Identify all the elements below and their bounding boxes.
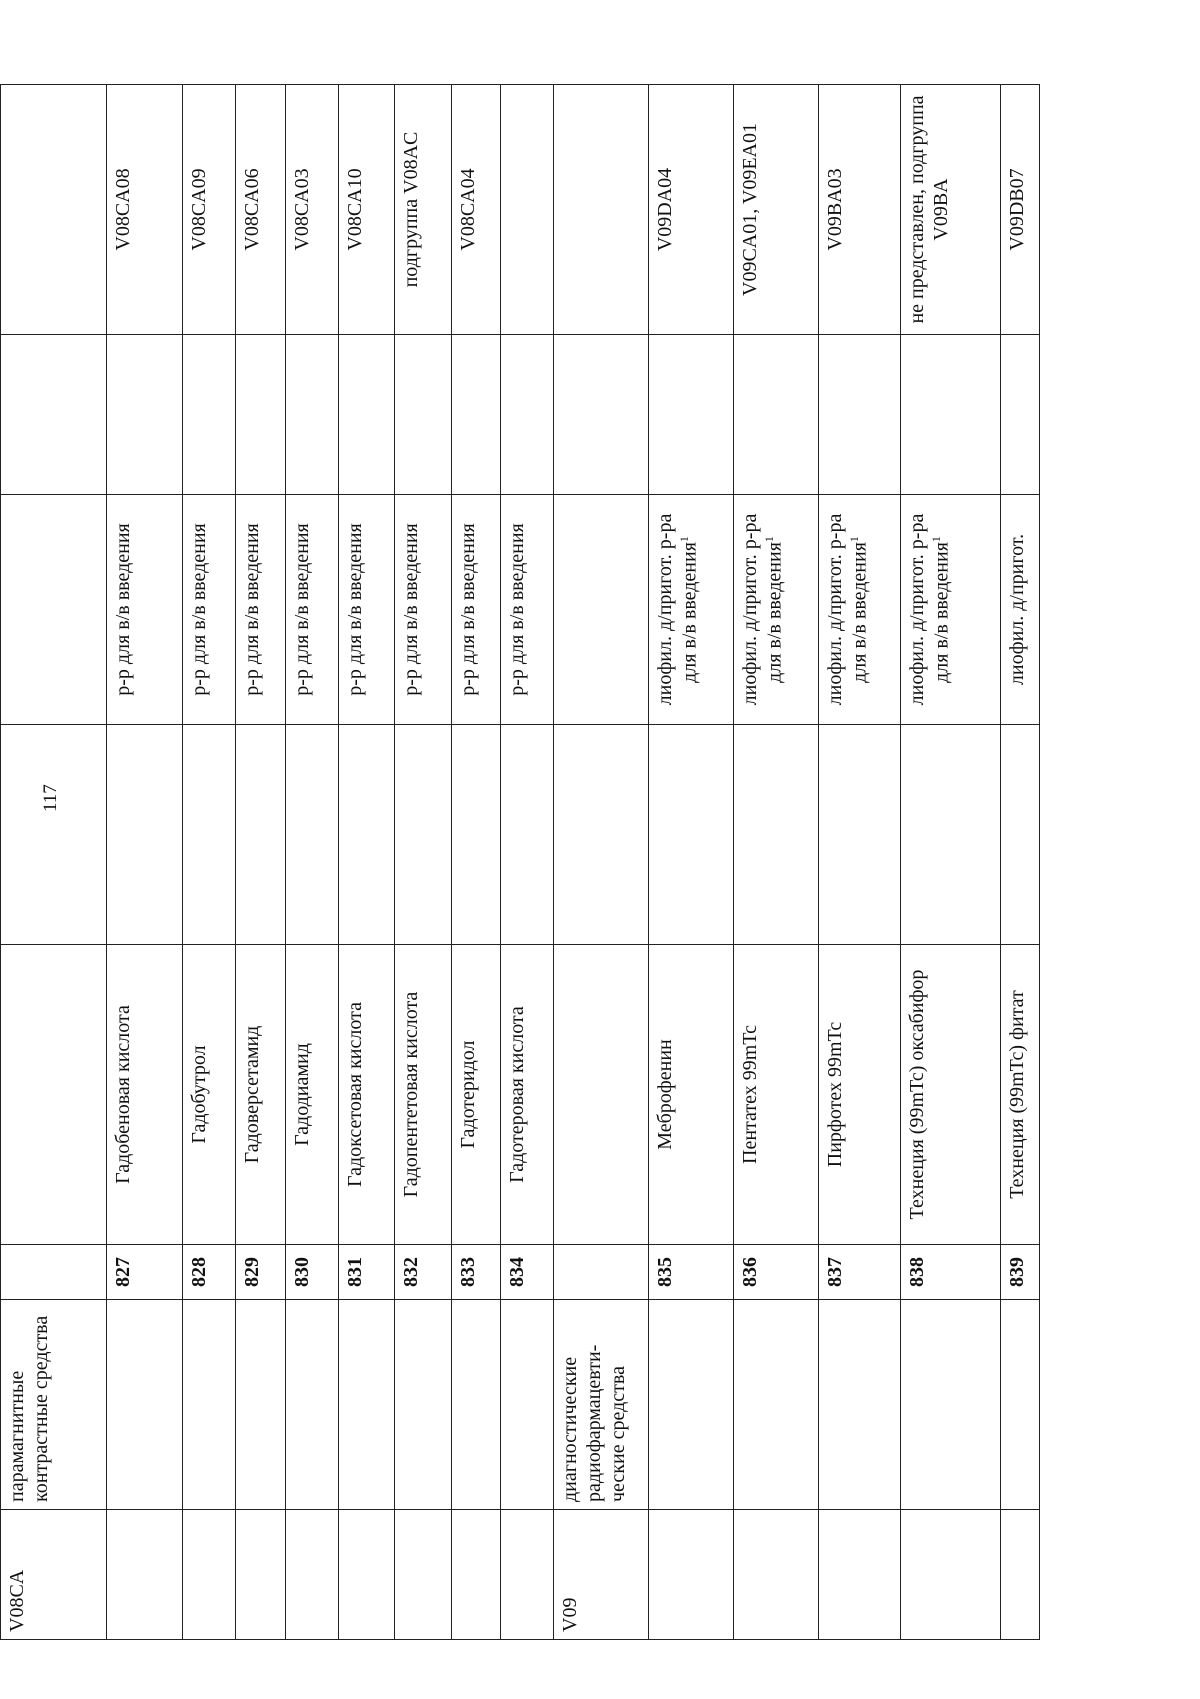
atc-group-code-cell	[1001, 1510, 1040, 1640]
row-number-text: 827	[111, 1257, 134, 1287]
group-name-cell	[106, 1300, 182, 1510]
atc-group-code-cell	[649, 1510, 734, 1640]
dosage-form-text: лиофил. д/пригот. р-ра для в/в введения	[823, 513, 871, 706]
dosage-form-text: р-р для в/в введения	[343, 523, 366, 696]
row-number-cell	[649, 1245, 734, 1300]
table-row	[338, 85, 394, 1640]
row-number-text: 828	[188, 1257, 211, 1287]
row-number-cell	[285, 1245, 338, 1300]
drug-name-text: Гадодиамид	[290, 1043, 313, 1146]
dosage-form-cell	[1001, 495, 1040, 725]
drug-name-cell	[451, 945, 500, 1245]
atc-code-text: V09CA01, V09EA01	[738, 123, 761, 296]
empty-cell	[183, 725, 236, 945]
empty-cell	[818, 335, 900, 495]
row-number-cell	[500, 1245, 553, 1300]
empty-cell	[338, 335, 394, 495]
empty-cell	[1, 335, 107, 495]
group-name-cell	[500, 1300, 553, 1510]
empty-cell	[338, 725, 394, 945]
row-number-text: 836	[738, 1257, 761, 1287]
row-number-text: 835	[654, 1257, 677, 1287]
empty-cell	[733, 335, 818, 495]
empty-cell	[1001, 725, 1040, 945]
atc-group-code-cell	[338, 1510, 394, 1640]
table-row	[395, 85, 451, 1640]
table-row	[649, 85, 734, 1640]
dosage-form-text: р-р для в/в введения	[400, 523, 423, 696]
table-row	[1001, 85, 1040, 1640]
row-number-cell	[733, 1245, 818, 1300]
group-name-cell	[1, 1300, 107, 1510]
footnote-marker: 1	[677, 536, 692, 543]
drug-name-cell	[553, 945, 648, 1245]
atc-code-cell	[818, 85, 900, 335]
empty-cell	[285, 725, 338, 945]
group-name-cell	[901, 1300, 1001, 1510]
group-name-cell	[649, 1300, 734, 1510]
atc-code-cell	[183, 85, 236, 335]
footnote-marker: 1	[929, 536, 944, 543]
dosage-form-text: р-р для в/в введения	[505, 523, 528, 696]
drug-name-text: Пирфотех 99mTc	[823, 1021, 846, 1168]
row-number-cell	[183, 1245, 236, 1300]
atc-group-code-cell	[553, 1510, 648, 1640]
empty-cell	[395, 725, 451, 945]
atc-code-cell	[500, 85, 553, 335]
dosage-form-cell	[236, 495, 285, 725]
dosage-form-cell	[553, 495, 648, 725]
drug-name-cell	[183, 945, 236, 1245]
table-row	[1, 85, 107, 1640]
empty-cell	[106, 725, 182, 945]
row-number-text: 839	[1006, 1257, 1029, 1287]
empty-cell	[649, 725, 734, 945]
empty-cell	[553, 725, 648, 945]
drug-name-text: Гадоверсетамид	[241, 1025, 264, 1164]
empty-cell	[451, 725, 500, 945]
atc-code-text: подгруппа V08AC	[400, 131, 423, 288]
row-number-cell	[451, 1245, 500, 1300]
table-row	[183, 85, 236, 1640]
atc-group-code-cell	[236, 1510, 285, 1640]
drug-name-text: Технеция (99mTc) оксабифор	[906, 969, 929, 1220]
atc-code-cell	[395, 85, 451, 335]
atc-group-code-cell	[451, 1510, 500, 1640]
row-number-cell	[1001, 1245, 1040, 1300]
row-number-text: 833	[456, 1257, 479, 1287]
drug-name-cell	[818, 945, 900, 1245]
dosage-form-text: р-р для в/в введения	[188, 523, 211, 696]
dosage-form-cell	[338, 495, 394, 725]
group-name-text: диагностические радиофармацевти-ческие средства	[558, 1344, 629, 1502]
atc-group-code-cell	[901, 1510, 1001, 1640]
row-number-cell	[818, 1245, 900, 1300]
atc-group-code-cell	[106, 1510, 182, 1640]
empty-cell	[901, 725, 1001, 945]
row-number-text: 838	[906, 1257, 929, 1287]
atc-code-cell	[1, 85, 107, 335]
atc-code-cell	[1001, 85, 1040, 335]
atc-code-cell	[649, 85, 734, 335]
atc-code-text: V08CA06	[241, 168, 264, 251]
drug-name-cell	[236, 945, 285, 1245]
empty-cell	[500, 335, 553, 495]
drug-name-cell	[106, 945, 182, 1245]
dosage-form-text: лиофил. д/пригот. р-ра для в/в введения	[654, 513, 701, 706]
group-name-text: парамагнитные контрастные средства	[6, 1315, 52, 1502]
atc-code-text: V09DB07	[1006, 168, 1029, 251]
footnote-marker: 1	[761, 536, 776, 543]
atc-group-code-cell	[285, 1510, 338, 1640]
row-number-cell	[338, 1245, 394, 1300]
row-number-cell	[1, 1245, 107, 1300]
drug-table	[0, 84, 1040, 1640]
atc-group-code-text: V09	[558, 1597, 581, 1632]
atc-code-cell	[733, 85, 818, 335]
empty-cell	[236, 725, 285, 945]
table-body	[1, 85, 1040, 1640]
dosage-form-text: лиофил. д/пригот. р-ра для в/в введения	[906, 513, 953, 706]
row-number-text: 829	[241, 1257, 264, 1287]
atc-group-code-cell	[1, 1510, 107, 1640]
row-number-text: 831	[343, 1257, 366, 1287]
atc-code-cell	[553, 85, 648, 335]
drug-name-cell	[395, 945, 451, 1245]
atc-group-code-cell	[733, 1510, 818, 1640]
atc-code-text: V09DA04	[654, 167, 677, 252]
drug-name-text: Гадотеровая кислота	[505, 1006, 528, 1183]
row-number-cell	[106, 1245, 182, 1300]
dosage-form-text: р-р для в/в введения	[241, 523, 264, 696]
dosage-form-text: р-р для в/в введения	[290, 523, 313, 696]
table-row	[285, 85, 338, 1640]
table-row	[901, 85, 1001, 1640]
group-name-cell	[553, 1300, 648, 1510]
dosage-form-text: лиофил. д/пригот.	[1006, 533, 1029, 686]
dosage-form-text: лиофил. д/пригот. р-ра для в/в введения	[738, 513, 786, 706]
atc-code-cell	[285, 85, 338, 335]
drug-name-cell	[338, 945, 394, 1245]
drug-name-text: Гадобутрол	[188, 1045, 211, 1144]
dosage-form-cell	[901, 495, 1001, 725]
table-row	[733, 85, 818, 1640]
drug-name-text: Гадоксетовая кислота	[343, 1002, 366, 1187]
drug-name-text: Технеция (99mTc) фитат	[1006, 990, 1029, 1199]
group-name-cell	[1001, 1300, 1040, 1510]
atc-group-code-cell	[818, 1510, 900, 1640]
drug-name-cell	[733, 945, 818, 1245]
empty-cell	[500, 725, 553, 945]
group-name-cell	[338, 1300, 394, 1510]
empty-cell	[106, 335, 182, 495]
empty-cell	[733, 725, 818, 945]
atc-code-cell	[236, 85, 285, 335]
empty-cell	[553, 335, 648, 495]
drug-name-text: Меброфенин	[654, 1039, 677, 1150]
dosage-form-cell	[500, 495, 553, 725]
atc-code-cell	[338, 85, 394, 335]
empty-cell	[818, 725, 900, 945]
atc-code-text: V08CA08	[111, 168, 134, 251]
row-number-cell	[236, 1245, 285, 1300]
group-name-cell	[285, 1300, 338, 1510]
row-number-cell	[395, 1245, 451, 1300]
atc-group-code-cell	[395, 1510, 451, 1640]
drug-name-cell	[1, 945, 107, 1245]
empty-cell	[649, 335, 734, 495]
dosage-form-text: р-р для в/в введения	[456, 523, 479, 696]
row-number-cell	[553, 1245, 648, 1300]
row-number-text: 837	[823, 1257, 846, 1287]
group-name-cell	[183, 1300, 236, 1510]
atc-code-cell	[901, 85, 1001, 335]
atc-code-text: V08CA09	[188, 168, 211, 251]
atc-group-code-text: V08CA	[6, 1569, 28, 1632]
dosage-form-text: р-р для в/в введения	[111, 523, 134, 696]
atc-code-text: V08CA10	[343, 168, 366, 251]
footnote-marker: 1	[846, 536, 861, 543]
drug-name-text: Гадобеновая кислота	[111, 1005, 134, 1184]
drug-name-cell	[285, 945, 338, 1245]
dosage-form-cell	[818, 495, 900, 725]
atc-code-cell	[451, 85, 500, 335]
table-row	[451, 85, 500, 1640]
atc-group-code-cell	[500, 1510, 553, 1640]
group-name-cell	[818, 1300, 900, 1510]
group-name-cell	[451, 1300, 500, 1510]
empty-cell	[1, 725, 107, 945]
empty-cell	[285, 335, 338, 495]
drug-name-text: Гадопентетовая кислота	[400, 991, 423, 1198]
table-row	[818, 85, 900, 1640]
group-name-cell	[733, 1300, 818, 1510]
row-number-text: 834	[505, 1257, 528, 1287]
table-row	[236, 85, 285, 1640]
dosage-form-cell	[733, 495, 818, 725]
dosage-form-cell	[649, 495, 734, 725]
empty-cell	[451, 335, 500, 495]
dosage-form-cell	[395, 495, 451, 725]
page-number: 117	[40, 784, 61, 812]
drug-name-cell	[649, 945, 734, 1245]
drug-name-text: Пентатех 99mTc	[738, 1025, 761, 1164]
drug-name-text: Гадотеридол	[456, 1040, 479, 1149]
dosage-form-cell	[183, 495, 236, 725]
drug-name-cell	[500, 945, 553, 1245]
atc-code-text: не представлен, подгруппа V09BA	[906, 95, 953, 324]
drug-name-cell	[901, 945, 1001, 1245]
dosage-form-cell	[451, 495, 500, 725]
empty-cell	[901, 335, 1001, 495]
row-number-text: 830	[290, 1257, 313, 1287]
atc-code-cell	[106, 85, 182, 335]
rotated-page	[0, 85, 1040, 1640]
atc-code-text: V08CA03	[290, 168, 313, 251]
atc-code-text: V08CA04	[456, 168, 479, 251]
atc-group-code-cell	[183, 1510, 236, 1640]
empty-cell	[183, 335, 236, 495]
empty-cell	[395, 335, 451, 495]
table-row	[106, 85, 182, 1640]
table-row	[553, 85, 648, 1640]
group-name-cell	[395, 1300, 451, 1510]
dosage-form-cell	[285, 495, 338, 725]
table-row	[500, 85, 553, 1640]
empty-cell	[236, 335, 285, 495]
dosage-form-cell	[1, 495, 107, 725]
drug-name-cell	[1001, 945, 1040, 1245]
empty-cell	[1001, 335, 1040, 495]
row-number-text: 832	[400, 1257, 423, 1287]
row-number-cell	[901, 1245, 1001, 1300]
group-name-cell	[236, 1300, 285, 1510]
dosage-form-cell	[106, 495, 182, 725]
atc-code-text: V09BA03	[823, 168, 846, 251]
